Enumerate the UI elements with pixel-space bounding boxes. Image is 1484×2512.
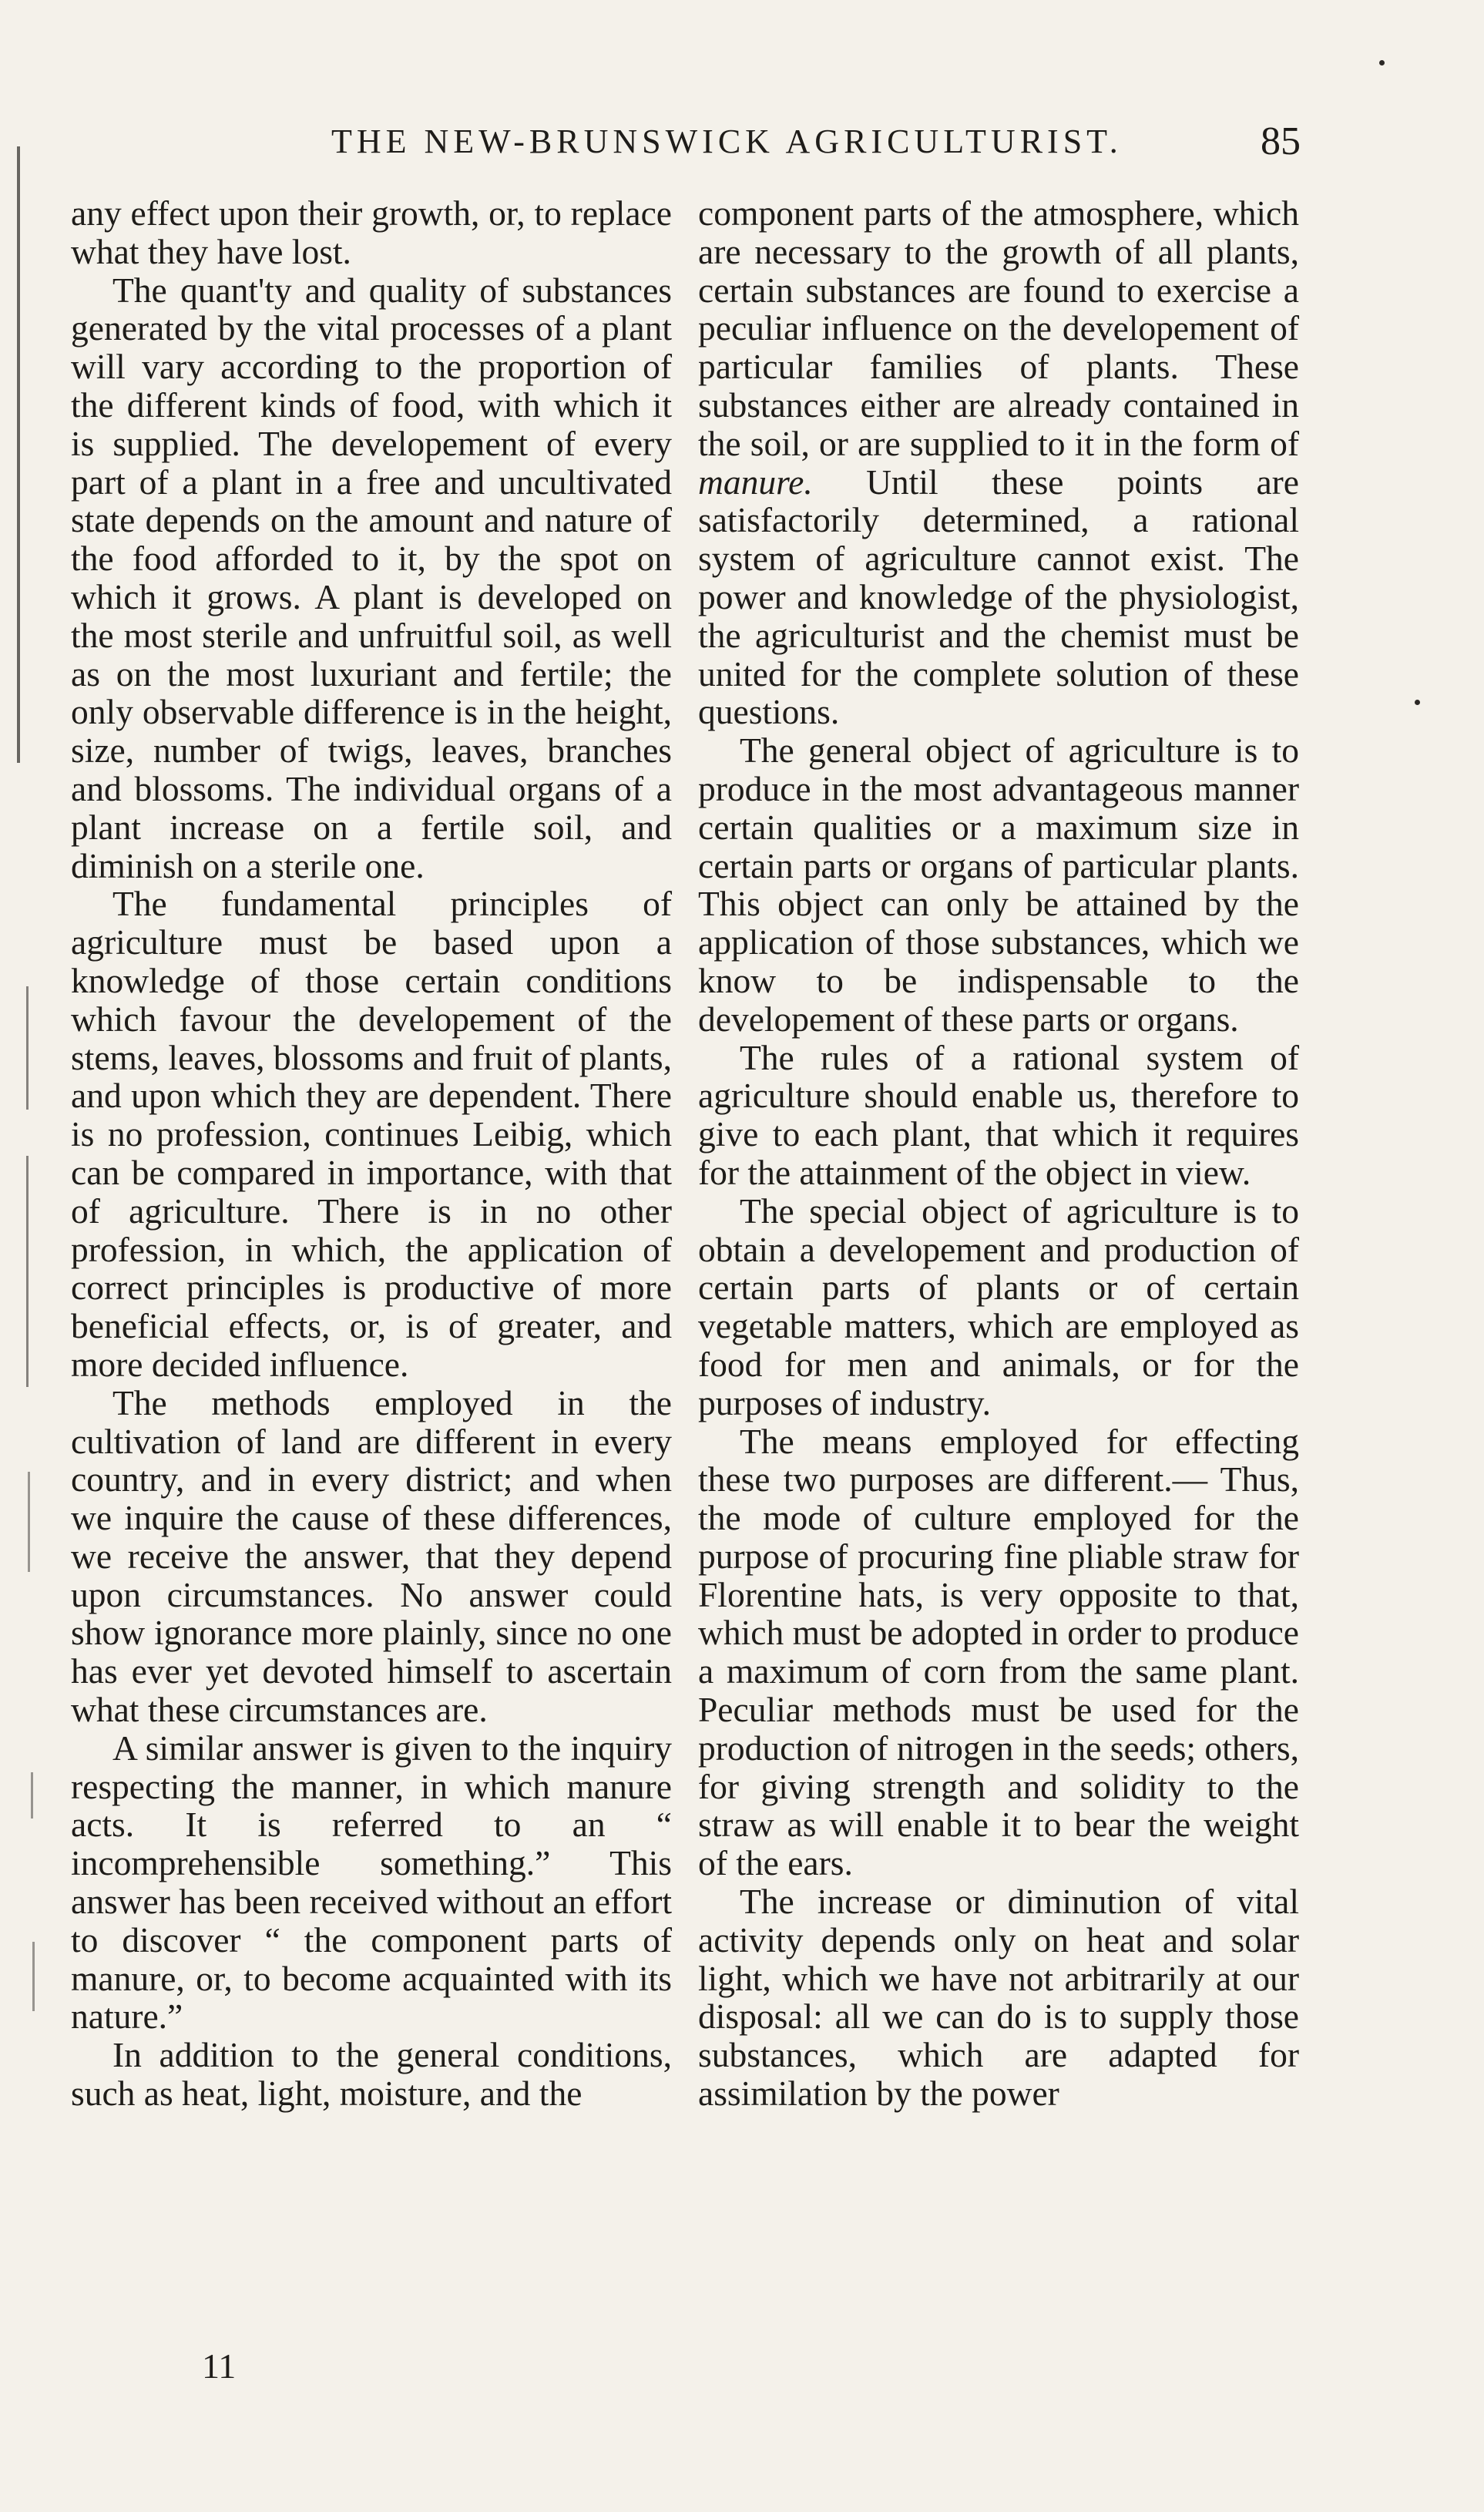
running-title: THE NEW-BRUNSWICK AGRICULTURIST. (331, 123, 1123, 160)
paragraph-text: component parts of the atmosphere, which are necessary to the growth of all plants, certain substances are found to exercise a peculiar influence on the developement of particular families of plants. These substances either are already contained in the soil, or are supplied to it in the form of (698, 193, 1299, 463)
paragraph: The quant'ty and quality of substances generated by the vital processes of a plant will vary according to the proportion of the different kinds of food, with which it is supplied. The developement of every part of a plant in a free and uncultivated state depends on the amount and nature of the food afforded to it, by the spot on which it grows. A plant is developed on the most sterile and unfruitful soil, as well as on the most luxuriant and fertile; the only observable difference is in the height, size, number of twigs, leaves, branches and blossoms. The individual organs of a plant increase on a fertile soil, and diminish on a sterile one. (71, 270, 672, 885)
paragraph (698, 194, 1299, 731)
emphasized-word: manure. (698, 462, 813, 502)
ink-speck (1415, 700, 1420, 705)
paragraph: A similar answer is given to the inquiry respecting the manner, in which manure acts. It is referred to an “ incomprehensible something.” This answer has been received without an effort to discover “ the component parts of manure, or, to become acquainted with its nature.” (71, 1728, 672, 2037)
binding-edge-shadow (31, 1772, 33, 1819)
binding-edge-shadow (17, 146, 20, 763)
binding-edge-shadow (26, 986, 29, 1110)
binding-edge-shadow (28, 1472, 30, 1572)
paragraph: The general object of agriculture is to produce in the most advantageous manner certain qualities or a maximum size in certain parts or organs of particular plants. This object can only be attained by the application of those substances, which we know to be indispensable to the developement of these parts or organs. (698, 730, 1299, 1039)
paragraph-text: Until these points are satisfactorily determined, a rational system of agriculture cannot exist. The power and knowledge of the physiologist, the agriculturist and the chemist must be united for the complete solution of these questions. (698, 462, 1299, 732)
right-column (698, 194, 1299, 2113)
binding-edge-shadow (32, 1942, 35, 2011)
binding-edge-shadow (26, 1156, 29, 1387)
paragraph: any effect upon their growth, or, to replace what they have lost. (71, 193, 672, 271)
paragraph: The methods employed in the cultivation of land are different in every country, and in every district; and when we inquire the cause of these differences, we receive the answer, that they depend upon circumstances. No answer could show ignorance more plainly, since no one has ever yet devoted himself to ascertain what these circumstances are. (71, 1382, 672, 1730)
paragraph: The special object of agriculture is to obtain a developement and production of certain parts of plants or of certain vegetable matters, which are employed as food for men and animals, or for the purposes of industry. (698, 1191, 1299, 1422)
paragraph: In addition to the general conditions, such as heat, light, moisture, and the (71, 2035, 672, 2114)
paragraph: The rules of a rational system of agriculture should enable us, therefore to give to each plant, that which it requires for the attainment of the object in view. (698, 1037, 1299, 1192)
paragraph: The fundamental principles of agriculture must be based upon a knowledge of those certain conditions which favour the developement of the stems, leaves, blossoms and fruit of plants, and upon which they are dependent. There is no profession, continues Leibig, which can be compared in importance, with that of agriculture. There is in no other profession, in which, the application of correct principles is productive of more beneficial effects, or, is of greater, and more decided influence. (71, 884, 672, 1384)
signature-mark: 11 (202, 2346, 237, 2386)
ink-speck (1379, 60, 1385, 65)
page-number: 85 (1261, 119, 1301, 163)
left-column (71, 194, 672, 2113)
paragraph: The increase or diminution of vital activity depends only on heat and solar light, which we have not arbitrarily at our disposal: all we can do is to supply those substances, which are adapted for assimilation by the power (698, 1882, 1299, 2114)
paragraph: The means employed for effecting these two purposes are different.— Thus, the mode of culture employed for the purpose of procuring fine pliable straw for Florentine hats, is very opposite to that, which must be adopted in order to produce a maximum of corn from the same plant. Peculiar methods must be used for the production of nitrogen in the seeds; others, for giving strength and solidity to the straw as will enable it to bear the weight of the ears. (698, 1421, 1299, 1883)
